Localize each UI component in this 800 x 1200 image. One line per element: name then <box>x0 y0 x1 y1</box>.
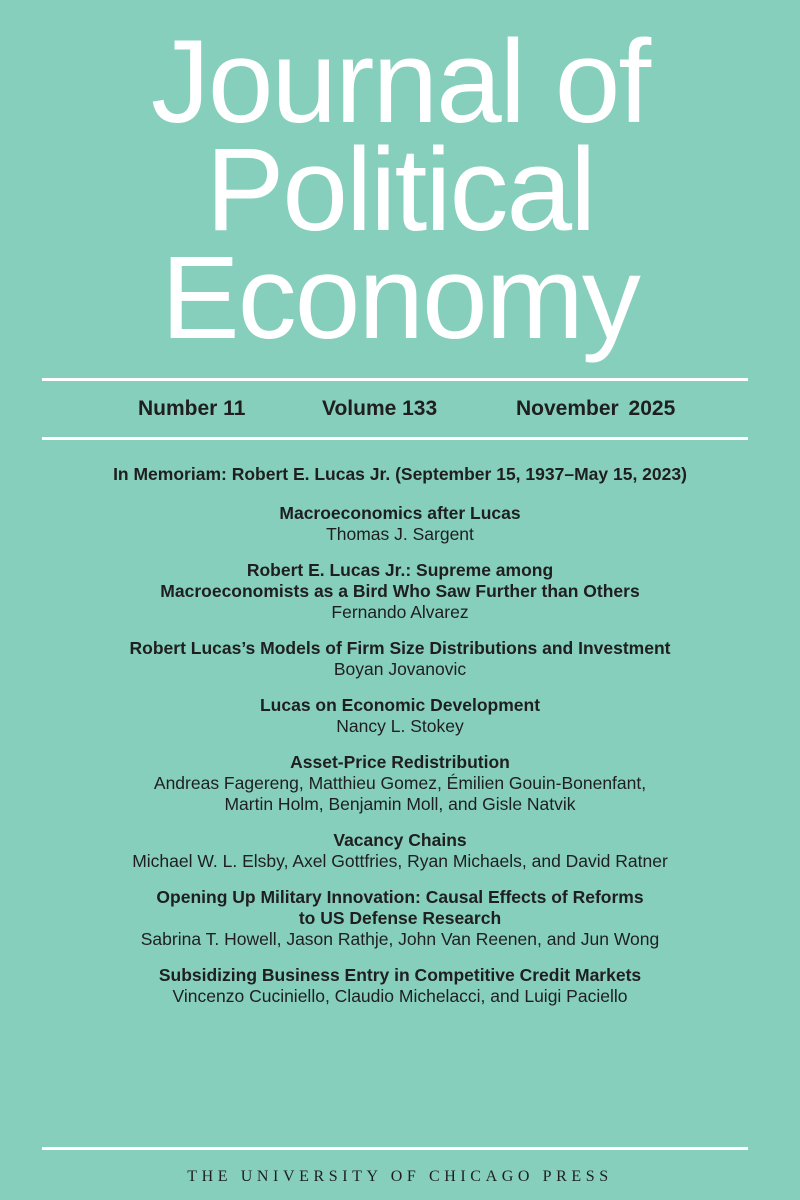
article-title: Opening Up Military Innovation: Causal Effects of Reforms <box>156 887 644 907</box>
middle-divider <box>42 437 748 440</box>
article-title: to US Defense Research <box>298 908 502 928</box>
article-entry <box>30 695 770 737</box>
article-authors: Martin Holm, Benjamin Moll, and Gisle Natvik <box>224 794 576 814</box>
article-title: Macroeconomists as a Bird Who Saw Further than Others <box>160 581 640 601</box>
article-title: Robert Lucas’s Models of Firm Size Distributions and Investment <box>129 638 671 658</box>
article-title: Asset-Price Redistribution <box>290 752 510 772</box>
article-entry <box>30 638 770 680</box>
bottom-divider <box>42 1147 748 1150</box>
article-authors: Sabrina T. Howell, Jason Rathje, John Van Reenen, and Jun Wong <box>140 929 660 949</box>
article-entry <box>30 503 770 545</box>
article-title: Subsidizing Business Entry in Competitive Credit Markets <box>158 965 642 985</box>
article-title: Vacancy Chains <box>333 830 467 850</box>
article-entry <box>30 752 770 815</box>
journal-title <box>0 16 800 364</box>
article-authors: Thomas J. Sargent <box>326 524 474 544</box>
article-list <box>30 503 770 1007</box>
issue-number: Number 11 <box>138 397 246 420</box>
article-title: Lucas on Economic Development <box>259 695 541 715</box>
article-entry <box>30 560 770 623</box>
article-entry <box>30 887 770 950</box>
memoriam-heading: In Memoriam: Robert E. Lucas Jr. (September 15, 1937–May 15, 2023) <box>113 464 687 484</box>
article-authors: Andreas Fagereng, Matthieu Gomez, Émilien Gouin-Bonenfant, <box>153 773 647 793</box>
publisher-name: THE UNIVERSITY OF CHICAGO PRESS <box>187 1168 613 1185</box>
issue-volume: Volume 133 <box>322 397 438 420</box>
issue-info <box>0 395 800 425</box>
article-authors: Nancy L. Stokey <box>336 716 464 736</box>
article-authors: Michael W. L. Elsby, Axel Gottfries, Ryan Michaels, and David Ratner <box>132 851 668 871</box>
article-authors: Fernando Alvarez <box>331 602 469 622</box>
table-of-contents <box>30 462 770 1022</box>
journal-title-line: Economy <box>161 232 639 364</box>
top-divider <box>42 378 748 381</box>
article-entry <box>30 965 770 1007</box>
article-entry <box>30 830 770 872</box>
issue-date: November 2025 <box>516 397 676 420</box>
journal-title-line: Political <box>205 124 595 256</box>
article-authors: Vincenzo Cuciniello, Claudio Michelacci, and Luigi Paciello <box>172 986 628 1006</box>
article-title: Robert E. Lucas Jr.: Supreme among <box>246 560 554 580</box>
article-title: Macroeconomics after Lucas <box>279 503 521 523</box>
journal-title-line: Journal of <box>150 16 650 148</box>
article-authors: Boyan Jovanovic <box>333 659 467 679</box>
